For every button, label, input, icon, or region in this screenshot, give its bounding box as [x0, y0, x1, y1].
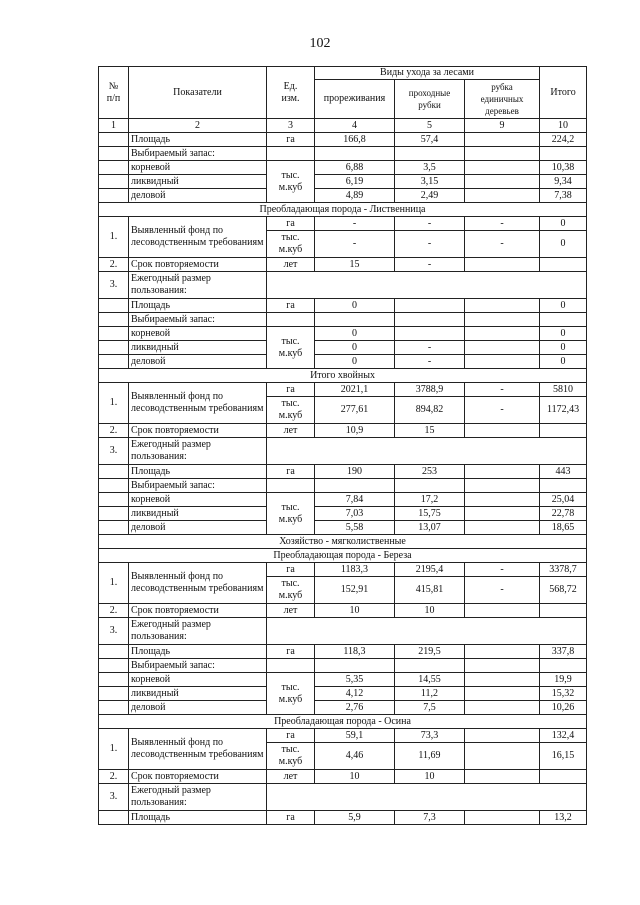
cell: -	[465, 563, 540, 577]
cell: 9,34	[540, 175, 587, 189]
cell: 73,3	[395, 729, 465, 743]
cell: 0	[315, 327, 395, 341]
cell: 0	[540, 299, 587, 313]
unit-ha: га	[267, 465, 315, 479]
label-repeat: Срок повторяемости	[129, 604, 267, 618]
cell: 6,88	[315, 161, 395, 175]
label-annual: Ежегодный размер пользования:	[129, 438, 267, 465]
table-row	[99, 147, 587, 161]
label-fund: Выявленный фонд по лесоводственным требованиям	[129, 383, 267, 424]
table-row	[99, 341, 587, 355]
label-business: деловой	[129, 701, 267, 715]
section-conif-total: Итого хвойных	[99, 369, 587, 383]
label-fund: Выявленный фонд по лесоводственным требованиям	[129, 217, 267, 258]
table-row	[99, 161, 587, 175]
cell: 0	[315, 299, 395, 313]
table-row	[99, 811, 587, 825]
label-annual: Ежегодный размер пользования:	[129, 618, 267, 645]
cell: 10,9	[315, 424, 395, 438]
cell	[465, 743, 540, 770]
colnum: 2	[129, 119, 267, 133]
cell: -	[315, 217, 395, 231]
table-row	[99, 133, 587, 147]
cell	[465, 493, 540, 507]
table-row	[99, 770, 587, 784]
cell	[465, 189, 540, 203]
row-number: 2.	[99, 424, 129, 438]
label-harvest-stock: Выбираемый запас:	[129, 147, 267, 161]
table-row	[99, 175, 587, 189]
cell: 57,4	[395, 133, 465, 147]
cell	[465, 521, 540, 535]
cell: 2195,4	[395, 563, 465, 577]
cell: -	[315, 231, 395, 258]
unit-thous-m3: тыс. м.куб	[267, 397, 315, 424]
label-liquid: ликвидный	[129, 175, 267, 189]
section-row	[99, 535, 587, 549]
row-number: 1.	[99, 383, 129, 424]
table-row	[99, 424, 587, 438]
cell	[465, 465, 540, 479]
label-harvest-stock: Выбираемый запас:	[129, 659, 267, 673]
cell	[465, 327, 540, 341]
label-annual: Ежегодный размер пользования:	[129, 784, 267, 811]
label-area: Площадь	[129, 465, 267, 479]
label-business: деловой	[129, 189, 267, 203]
row-number: 2.	[99, 770, 129, 784]
table-row	[99, 217, 587, 231]
cell	[465, 673, 540, 687]
table-row	[99, 729, 587, 743]
unit-ha: га	[267, 133, 315, 147]
cell: -	[395, 258, 465, 272]
cell: 0	[315, 355, 395, 369]
cell: 4,46	[315, 743, 395, 770]
cell: 13,07	[395, 521, 465, 535]
row-number: 3.	[99, 784, 129, 811]
row-number: 1.	[99, 729, 129, 770]
cell: -	[465, 217, 540, 231]
cell: 10	[395, 770, 465, 784]
unit-ha: га	[267, 811, 315, 825]
label-annual: Ежегодный размер пользования:	[129, 272, 267, 299]
unit-years: лет	[267, 258, 315, 272]
label-area: Площадь	[129, 299, 267, 313]
row-number: 2.	[99, 604, 129, 618]
cell: 415,81	[395, 577, 465, 604]
cell	[465, 811, 540, 825]
table-row	[99, 438, 587, 465]
label-repeat: Срок повторяемости	[129, 424, 267, 438]
table-row	[99, 618, 587, 645]
cell: 15,75	[395, 507, 465, 521]
header-indicators: Показатели	[129, 67, 267, 119]
cell: 7,03	[315, 507, 395, 521]
cell	[465, 299, 540, 313]
cell: 277,61	[315, 397, 395, 424]
label-harvest-stock: Выбираемый запас:	[129, 313, 267, 327]
cell: 0	[540, 341, 587, 355]
cell: 3378,7	[540, 563, 587, 577]
row-number: 1.	[99, 563, 129, 604]
section-row	[99, 369, 587, 383]
label-harvest-stock: Выбираемый запас:	[129, 479, 267, 493]
unit-ha: га	[267, 563, 315, 577]
cell	[395, 327, 465, 341]
table-row	[99, 673, 587, 687]
label-liquid: ликвидный	[129, 341, 267, 355]
cell: 0	[540, 327, 587, 341]
cell	[465, 161, 540, 175]
cell: 118,3	[315, 645, 395, 659]
label-root: корневой	[129, 327, 267, 341]
cell: 4,12	[315, 687, 395, 701]
cell: 337,8	[540, 645, 587, 659]
unit-thous-m3: тыс. м.куб	[267, 673, 315, 715]
table-row	[99, 604, 587, 618]
cell	[465, 133, 540, 147]
cell: 5,58	[315, 521, 395, 535]
row-number: 3.	[99, 618, 129, 645]
header-row-1	[99, 67, 587, 80]
cell: 7,3	[395, 811, 465, 825]
row-number: 2.	[99, 258, 129, 272]
table-row	[99, 645, 587, 659]
header-care-types: Виды ухода за лесами	[315, 67, 540, 80]
cell: 132,4	[540, 729, 587, 743]
cell: 7,5	[395, 701, 465, 715]
unit-thous-m3: тыс. м.куб	[267, 577, 315, 604]
cell: 4,89	[315, 189, 395, 203]
column-numbers-row	[99, 119, 587, 133]
label-fund: Выявленный фонд по лесоводственным требованиям	[129, 729, 267, 770]
cell: 10,38	[540, 161, 587, 175]
cell: 5810	[540, 383, 587, 397]
table-row	[99, 563, 587, 577]
unit-ha: га	[267, 645, 315, 659]
cell: 6,19	[315, 175, 395, 189]
unit-thous-m3: тыс. м.куб	[267, 161, 315, 203]
colnum: 10	[540, 119, 587, 133]
label-business: деловой	[129, 521, 267, 535]
label-area: Площадь	[129, 133, 267, 147]
cell: 15	[395, 424, 465, 438]
unit-years: лет	[267, 424, 315, 438]
colnum: 9	[465, 119, 540, 133]
cell: 0	[540, 217, 587, 231]
label-repeat: Срок повторяемости	[129, 770, 267, 784]
cell: 15,32	[540, 687, 587, 701]
cell: 1183,3	[315, 563, 395, 577]
cell	[465, 687, 540, 701]
unit-thous-m3: тыс. м.куб	[267, 493, 315, 535]
cell: 18,65	[540, 521, 587, 535]
header-passage: проходные рубки	[395, 80, 465, 119]
section-soft: Хозяйство - мягколиственные	[99, 535, 587, 549]
cell: 16,15	[540, 743, 587, 770]
table-row	[99, 272, 587, 299]
cell: -	[395, 355, 465, 369]
table-row	[99, 479, 587, 493]
table-row	[99, 355, 587, 369]
table-row	[99, 521, 587, 535]
cell: -	[395, 341, 465, 355]
cell: 2,76	[315, 701, 395, 715]
cell: 219,5	[395, 645, 465, 659]
cell	[465, 507, 540, 521]
cell: -	[465, 397, 540, 424]
unit-ha: га	[267, 299, 315, 313]
label-fund: Выявленный фонд по лесоводственным требованиям	[129, 563, 267, 604]
cell: 7,38	[540, 189, 587, 203]
cell: 10	[395, 604, 465, 618]
colnum: 4	[315, 119, 395, 133]
cell: 224,2	[540, 133, 587, 147]
cell: 0	[540, 355, 587, 369]
table-row	[99, 383, 587, 397]
cell: 5,9	[315, 811, 395, 825]
table-row	[99, 687, 587, 701]
cell: 22,78	[540, 507, 587, 521]
label-business: деловой	[129, 355, 267, 369]
cell: 59,1	[315, 729, 395, 743]
table-row	[99, 493, 587, 507]
cell: 13,2	[540, 811, 587, 825]
cell: 0	[315, 341, 395, 355]
unit-thous-m3: тыс. м.куб	[267, 743, 315, 770]
cell: 19,9	[540, 673, 587, 687]
unit-ha: га	[267, 217, 315, 231]
cell: 10	[315, 604, 395, 618]
table-row	[99, 313, 587, 327]
unit-ha: га	[267, 383, 315, 397]
header-thinning: прореживания	[315, 80, 395, 119]
row-number: 1.	[99, 217, 129, 258]
cell: -	[395, 217, 465, 231]
header-single: рубка единичных деревьев	[465, 80, 540, 119]
cell: 5,35	[315, 673, 395, 687]
cell: 3,5	[395, 161, 465, 175]
label-area: Площадь	[129, 645, 267, 659]
row-number: 3.	[99, 272, 129, 299]
cell: 152,91	[315, 577, 395, 604]
colnum: 5	[395, 119, 465, 133]
unit-thous-m3: тыс. м.куб	[267, 327, 315, 369]
colnum: 3	[267, 119, 315, 133]
section-row	[99, 549, 587, 563]
header-total: Итого	[540, 67, 587, 119]
cell: 11,69	[395, 743, 465, 770]
section-row	[99, 715, 587, 729]
cell: 10	[315, 770, 395, 784]
unit-thous-m3: тыс. м.куб	[267, 231, 315, 258]
unit-years: лет	[267, 604, 315, 618]
section-aspen: Преобладающая порода - Осина	[99, 715, 587, 729]
cell: 10,26	[540, 701, 587, 715]
cell: 0	[540, 231, 587, 258]
forest-care-table	[98, 66, 587, 825]
table-row	[99, 258, 587, 272]
cell: 443	[540, 465, 587, 479]
table-row	[99, 659, 587, 673]
label-liquid: ликвидный	[129, 687, 267, 701]
label-area: Площадь	[129, 811, 267, 825]
header-num: № п/п	[99, 67, 129, 119]
label-root: корневой	[129, 161, 267, 175]
cell	[395, 299, 465, 313]
cell: 568,72	[540, 577, 587, 604]
section-birch: Преобладающая порода - Береза	[99, 549, 587, 563]
cell	[465, 341, 540, 355]
colnum: 1	[99, 119, 129, 133]
label-root: корневой	[129, 673, 267, 687]
cell: 11,2	[395, 687, 465, 701]
cell: 2,49	[395, 189, 465, 203]
table-row	[99, 299, 587, 313]
cell: 3788,9	[395, 383, 465, 397]
unit-years: лет	[267, 770, 315, 784]
cell: -	[465, 231, 540, 258]
cell: 15	[315, 258, 395, 272]
cell: -	[465, 577, 540, 604]
cell: 253	[395, 465, 465, 479]
label-repeat: Срок повторяемости	[129, 258, 267, 272]
cell	[465, 701, 540, 715]
cell	[465, 729, 540, 743]
cell: 14,55	[395, 673, 465, 687]
unit-ha: га	[267, 729, 315, 743]
row-number: 3.	[99, 438, 129, 465]
label-liquid: ликвидный	[129, 507, 267, 521]
label-root: корневой	[129, 493, 267, 507]
table-row	[99, 465, 587, 479]
cell: -	[465, 383, 540, 397]
table-row	[99, 327, 587, 341]
cell: 190	[315, 465, 395, 479]
table-row	[99, 784, 587, 811]
section-larch: Преобладающая порода - Лиственница	[99, 203, 587, 217]
cell: 17,2	[395, 493, 465, 507]
table-row	[99, 701, 587, 715]
header-unit: Ед. изм.	[267, 67, 315, 119]
cell: 1172,43	[540, 397, 587, 424]
cell: 3,15	[395, 175, 465, 189]
table-row	[99, 189, 587, 203]
cell: 166,8	[315, 133, 395, 147]
cell: 894,82	[395, 397, 465, 424]
cell	[465, 355, 540, 369]
cell: 7,84	[315, 493, 395, 507]
cell: -	[395, 231, 465, 258]
section-row	[99, 203, 587, 217]
page-number: 102	[309, 36, 331, 51]
cell	[465, 175, 540, 189]
cell: 25,04	[540, 493, 587, 507]
cell	[465, 645, 540, 659]
table-row	[99, 507, 587, 521]
cell: 2021,1	[315, 383, 395, 397]
